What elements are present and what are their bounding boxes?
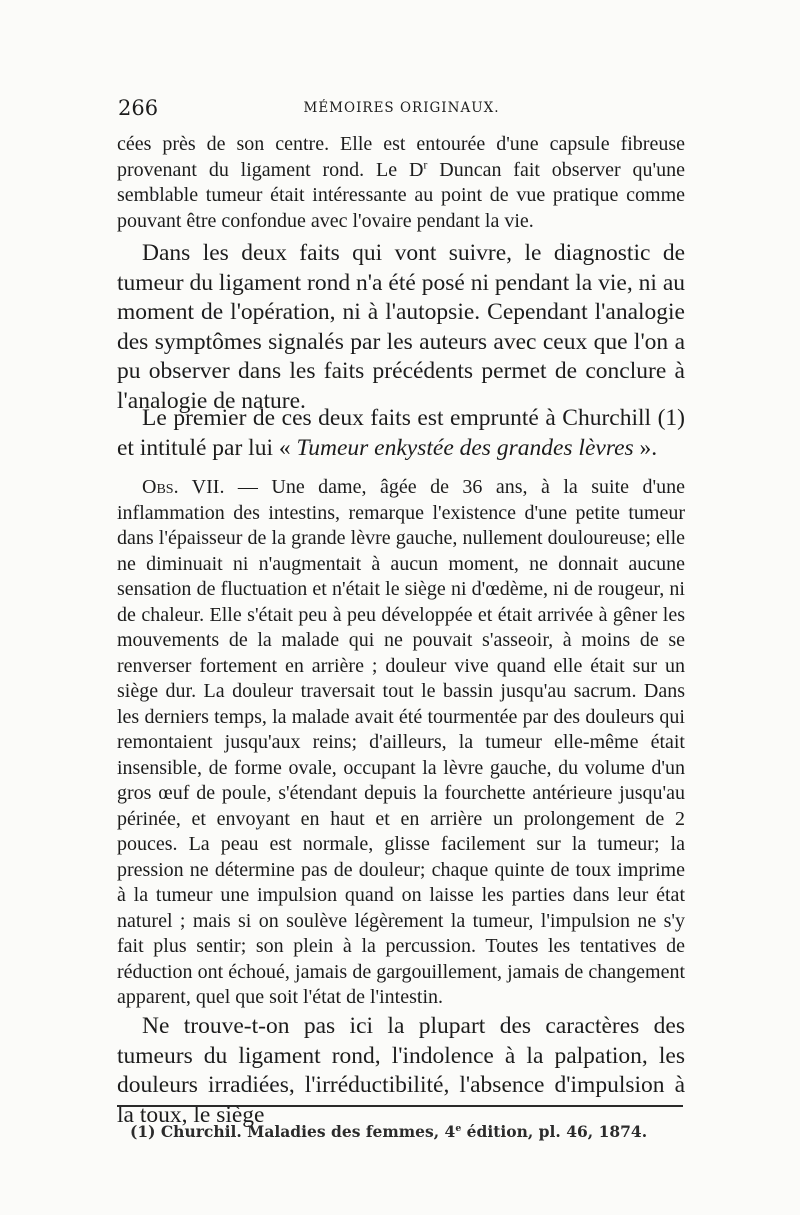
p1-text-start: cées près de son centre. Elle est entourée d'une capsule fibreuse provenant du ligament rond. Le D [117,133,685,181]
observation-label: Obs. VII. [142,476,225,498]
p3-text-start: Le premier de ces deux faits est emprunté à Churchill (1) et intitulé par lui « [117,405,685,461]
running-title: MÉMOIRES ORIGINAUX. [303,100,500,116]
footnote-divider [117,1105,683,1107]
paragraph-churchill-intro [117,404,685,463]
footnote-superscript: e [455,1122,462,1134]
page-header [118,96,685,126]
page-number: 266 [118,96,159,120]
paragraph-diagnostic: Dans les deux faits qui vont suivre, le diagnostic de tumeur du ligament rond n'a été posé ni pendant la vie, ni au moment de l'opération, ni à l'autopsie. Cependant l'analogie des symptômes signalés par les auteurs avec ceux que l'on a pu observer dans les faits précédents permet de conclure à l'analogie de nature. [117,240,685,414]
paragraph-continuation [117,132,685,234]
observation-vii [117,475,685,1011]
p3-italic-title: Tumeur enkystée des grandes lèvres [296,434,634,461]
paragraph-conclusion: Ne trouve-t-on pas ici la plupart des caractères des tumeurs du ligament rond, l'indolence à la palpation, les douleurs irradiées, l'irréductibilité, l'absence d'impulsion à la toux, le siège [117,1013,685,1128]
footnote [130,1122,685,1141]
footnote-text-start: (1) Churchil. Maladies des femmes, 4 [130,1122,456,1141]
p1-text-end: Duncan fait observer qu'une semblable tumeur était intéressante au point de vue pratique comme pouvant être confondue avec l'ovaire pendant la vie. [117,158,685,232]
p3-text-end: ». [633,434,658,461]
p1-superscript: r [423,156,428,171]
observation-text: — Une dame, âgée de 36 ans, à la suite d'une inflammation des intestins, remarque l'existence d'une petite tumeur dans l'épaisseur de la grande lèvre gauche, nullement douloureuse; elle ne diminuait ni n'augmentait à aucun moment, ne donnait aucune sensation de fluctuation et n'était le siège ni d'œdème, ni de rougeur, ni de chaleur. Elle s'était peu à peu développée et était arrivée à gêner les mouvements de la malade qui ne pouvait s'asseoir, à moins de se renverser fortement en arrière ; douleur vive quand elle était sur un siège dur. La douleur traversait tout le bassin jusqu'au sacrum. Dans les derniers temps, la malade avait été tourmentée par des douleurs qui remontaient jusqu'aux reins; d'ailleurs, la tumeur elle-même était insensible, de forme ovale, occupant la lèvre gauche, du volume d'un gros œuf de poule, s'étendant depuis la fourchette antérieure jusqu'au périnée, et envoyant en haut et en arrière un prolongement de 2 pouces. La peau est normale, glisse facilement sur la tumeur; la pression ne détermine pas de douleur; chaque quinte de toux imprime à la tumeur une impulsion quand on laisse les parties dans leur état naturel ; mais si on soulève légèrement la tumeur, l'impulsion ne s'y fait plus sentir; son plein à la percussion. Toutes les tentatives de réduction ont échoué, jamais de gargouillement, jamais de changement apparent, quel que soit l'état de l'intestin. [117,476,685,1008]
footnote-text-end: édition, pl. 46, 1874. [461,1122,648,1141]
